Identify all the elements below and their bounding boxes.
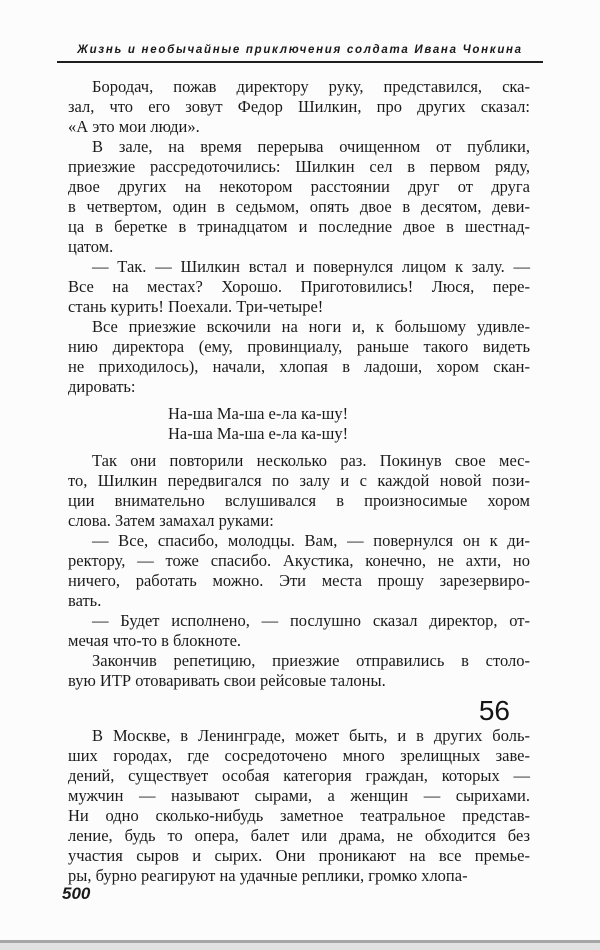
text-line: Все на местах? Хорошо. Приготовились! Люся, пере- — [68, 277, 530, 296]
text-line: Так они повторили несколько раз. Покинув свое мес- — [92, 451, 530, 470]
paragraph — [68, 726, 530, 886]
text-line: ректору, — тоже спасибо. Акустика, конечно, не ахти, но — [68, 551, 530, 570]
text-line: На-ша Ма-ша е-ла ка-шу! — [168, 404, 349, 423]
text-line: ничего, работать можно. Эти места прошу зарезервиро- — [68, 571, 530, 590]
text-line: — Так. — Шилкин встал и повернулся лицом к залу. — — [92, 257, 530, 276]
text-line: Бородач, пожав директору руку, представился, ска- — [92, 77, 530, 96]
text-line: ших городах, где сосредоточено много зрелищных заве- — [68, 746, 530, 765]
text-line: двое других на некотором расстоянии друг от друга — [68, 177, 530, 196]
paragraph — [68, 77, 530, 137]
page-body-text — [68, 77, 530, 886]
text-line: вую ИТР отоваривать свои рейсовые талоны. — [68, 671, 386, 690]
text-line: — Будет исполнено, — послушно сказал директор, от- — [92, 611, 530, 630]
text-line: дировать: — [68, 377, 136, 396]
text-line: вать. — [68, 591, 102, 610]
text-line: мечая что-то в блокноте. — [68, 631, 242, 650]
text-line: «А это мои люди». — [68, 117, 200, 136]
chant-block — [68, 404, 530, 444]
text-line: В Москве, в Ленинграде, может быть, и в других боль- — [92, 726, 530, 745]
text-line: нию директора (ему, провинциалу, раньше такого видеть — [68, 337, 530, 356]
text-line: то, Шилкин передвигался по залу и с каждой новой пози- — [68, 471, 530, 490]
paragraph — [68, 137, 530, 257]
text-line: мужчин — называют сырами, а женщин — сырихами. — [68, 786, 530, 805]
paragraph — [68, 611, 530, 651]
paragraph — [68, 531, 530, 611]
text-line: слова. Затем замахал руками: — [68, 511, 274, 530]
section-number: 56 — [478, 695, 510, 726]
text-line: ры, бурно реагируют на удачные реплики, громко хлопа- — [68, 866, 468, 885]
text-line: приезжие рассредоточились: Шилкин сел в первом ряду, — [68, 157, 530, 176]
text-line: ца в беретке в тринадцатом и последние двое в шестнад- — [68, 217, 530, 236]
paragraph — [68, 257, 530, 317]
text-line: Все приезжие вскочили на ноги и, к большому удивле- — [92, 317, 530, 336]
paragraph — [68, 451, 530, 531]
text-line: Закончив репетицию, приезжие отправились в столо- — [92, 651, 530, 670]
scan-bottom-edge — [0, 940, 600, 950]
text-line: Ни одно сколько-нибудь заметное театральное представ- — [68, 806, 530, 825]
paragraph — [68, 317, 530, 397]
text-line: дений, существует особая категория граждан, которых — — [68, 766, 530, 785]
page-number: 500 — [62, 884, 91, 903]
text-line: участия сыров и сырих. Они проникают на все премье- — [68, 846, 530, 865]
text-line: — Все, спасибо, молодцы. Вам, — повернулся он к ди- — [92, 531, 530, 550]
text-line: в четвертом, один в седьмом, опять двое в десятом, деви- — [68, 197, 530, 216]
paragraph — [68, 651, 530, 691]
text-line: цатом. — [68, 237, 114, 256]
text-line: ции внимательно вслушивался в произносимые хором — [68, 491, 530, 510]
text-line: зал, что его зовут Федор Шилкин, про других сказал: — [68, 97, 530, 116]
running-head-title: Жизнь и необычайные приключения солдата Ивана Чонкина — [57, 44, 543, 63]
text-line: стань курить! Поехали. Три-четыре! — [68, 297, 324, 316]
text-line: В зале, на время перерыва очищенном от публики, — [92, 137, 530, 156]
text-line: ление, будь то опера, балет или драма, не обходится без — [68, 826, 530, 845]
text-line: На-ша Ма-ша е-ла ка-шу! — [168, 424, 349, 443]
text-line: не приходилось), начали, хлопая в ладоши, хором скан- — [68, 357, 530, 376]
